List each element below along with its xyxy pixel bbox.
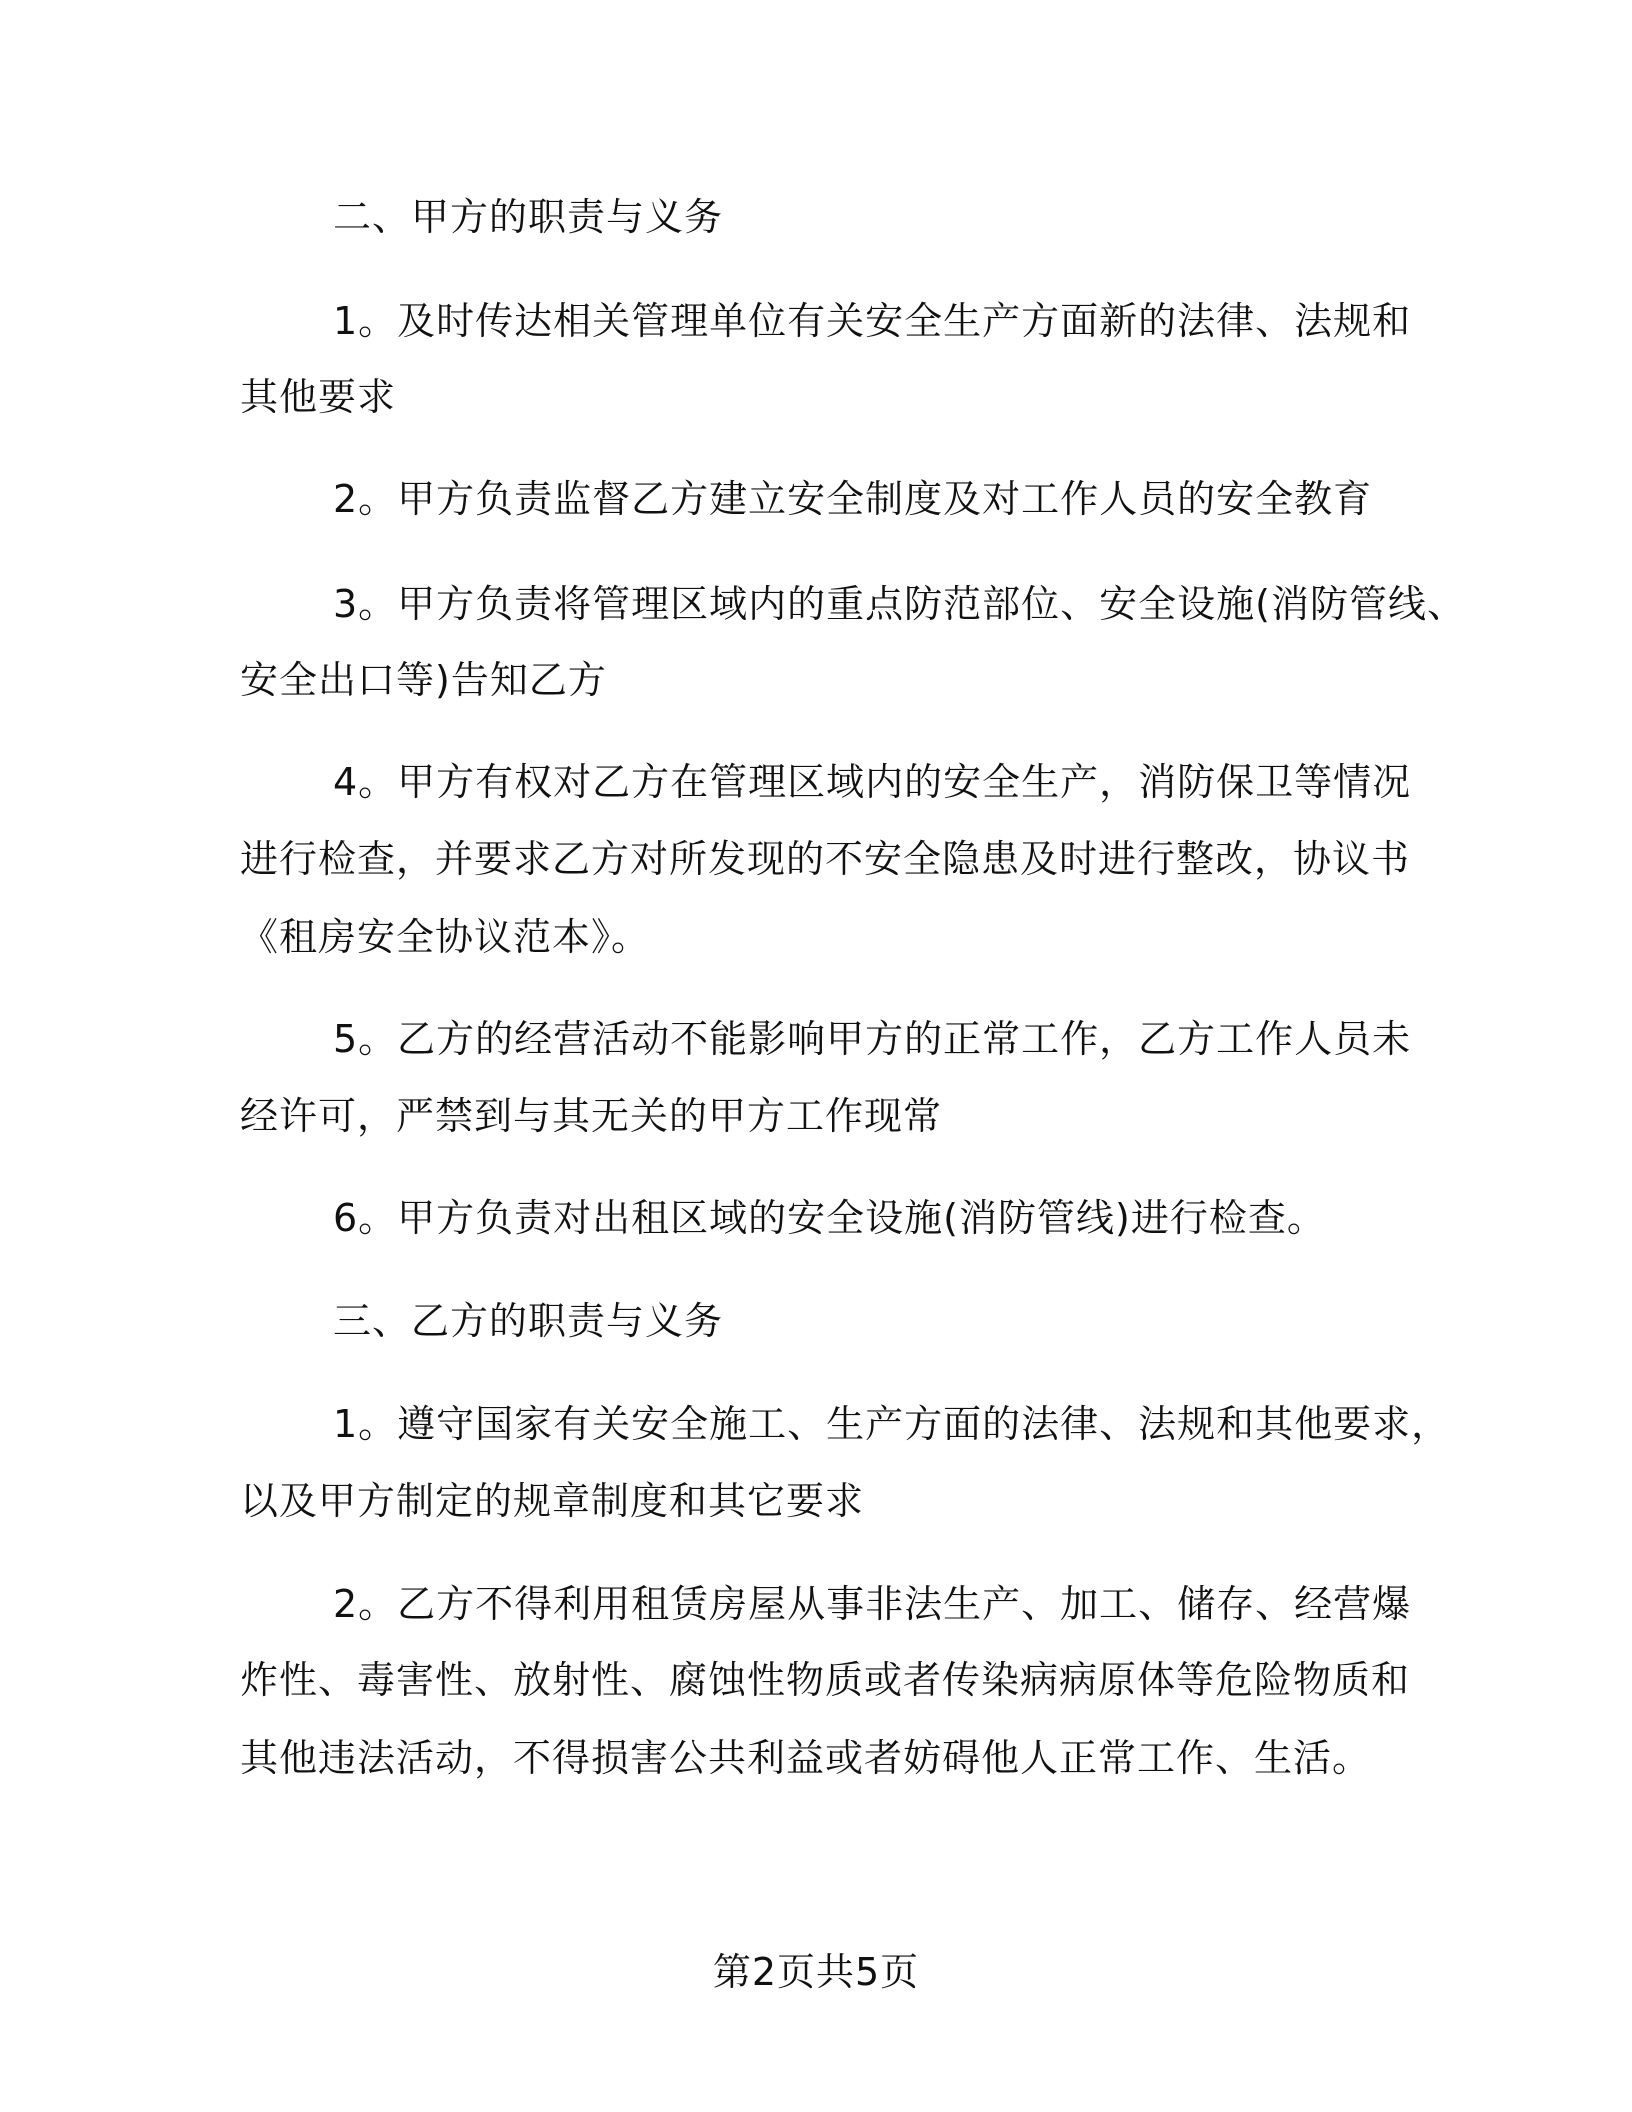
paragraph-line: 进行检查，并要求乙方对所发现的不安全隐患及时进行整改，协议书 [240,837,1411,881]
section-heading-party-a: 二、甲方的职责与义务 [333,195,724,239]
paragraph-line: 其他违法活动，不得损害公共利益或者妨碍他人正常工作、生活。 [240,1736,1372,1780]
paragraph-line: 1。遵守国家有关安全施工、生产方面的法律、法规和其他要求， [333,1402,1451,1446]
paragraph-line: 安全出口等)告知乙方 [240,658,607,702]
paragraph-line: 6。甲方负责对出租区域的安全设施(消防管线)进行检查。 [333,1196,1326,1240]
paragraph-line: 经许可，严禁到与其无关的甲方工作现常 [240,1094,943,1138]
paragraph-line: 2。乙方不得利用租赁房屋从事非法生产、加工、储存、经营爆 [333,1582,1412,1626]
section-heading-party-b: 三、乙方的职责与义务 [333,1299,724,1343]
paragraph-line: 3。甲方负责将管理区域内的重点防范部位、安全设施(消防管线、 [333,582,1467,626]
paragraph-line: 以及甲方制定的规章制度和其它要求 [240,1479,865,1523]
paragraph-line: 炸性、毒害性、放射性、腐蚀性物质或者传染病病原体等危险物质和 [240,1658,1411,1702]
paragraph-line: 1。及时传达相关管理单位有关安全生产方面新的法律、法规和 [333,299,1412,343]
paragraph-line: 其他要求 [240,375,397,419]
paragraph-line: 4。甲方有权对乙方在管理区域内的安全生产，消防保卫等情况 [333,760,1412,804]
paragraph-line: 5。乙方的经营活动不能影响甲方的正常工作，乙方工作人员未 [333,1017,1412,1061]
paragraph-line: 2。甲方负责监督乙方建立安全制度及对工作人员的安全教育 [333,477,1373,521]
paragraph-line: 《租房安全协议范本》。 [240,915,651,959]
page-number-footer: 第2页共5页 [712,1950,920,1994]
